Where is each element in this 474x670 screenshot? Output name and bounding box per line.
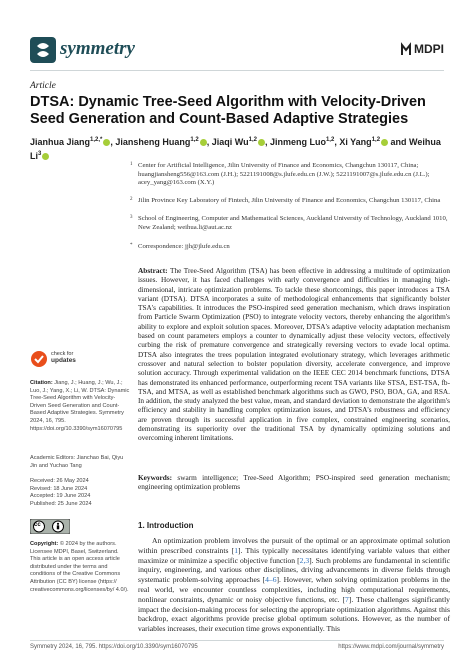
author-list: Jianhua Jiang$^{1,2,*}$ , Jiansheng Huang$^{1,2}$ , Jiaqi Wu$^{1,2}$ , Jinmeng Luo$^{1,2}$, Xi Yang$^{1,2}$ and Weihua Li$^3$ [30, 137, 441, 161]
footer-journal-url[interactable]: https://www.mdpi.com/journal/symmetry [338, 644, 444, 650]
editors-names: Jianchao Bai, Qiyu Jin and Yuchao Tang [30, 455, 124, 469]
check-updates-icon [30, 350, 48, 368]
citation-link[interactable]: 4–6 [265, 575, 277, 585]
keywords-text: swarm intelligence; Tree-Seed Algorithm; PSO-inspired seed generation mechanism; engineering optimization problems [138, 473, 450, 492]
orcid-icon[interactable] [200, 139, 207, 146]
editors-label: Academic Editors: [30, 455, 76, 461]
cc-text: cc [34, 522, 41, 528]
abstract-label: Abstract: [138, 266, 168, 275]
author-affiliation-sup: 1,2 [325, 137, 335, 143]
copyright-label: Copyright: [30, 541, 59, 547]
citation-link[interactable]: 7 [345, 594, 349, 604]
author-affiliation-sup: 1,2 [190, 137, 199, 143]
citation-link[interactable]: 2,3 [299, 555, 310, 565]
author[interactable]: Xi Yang [339, 137, 372, 147]
article-type: Article [30, 81, 56, 91]
citation-link[interactable]: 1 [234, 545, 238, 555]
author[interactable]: Jiaqi Wu [211, 137, 249, 147]
keywords-label: Keywords: [138, 473, 173, 482]
revised-date: Revised: 18 June 2024 [30, 485, 88, 492]
correspondence: * Correspondence: jjh@jlufe.edu.cn [130, 243, 230, 250]
header-rule [30, 70, 444, 71]
copyright-block [30, 541, 130, 594]
section-heading: 1. Introduction [138, 521, 194, 530]
accepted-date: Accepted: 19 June 2024 [30, 493, 91, 500]
check-updates-line-1: check for [51, 351, 74, 357]
citation-block [30, 380, 130, 433]
author[interactable]: Jianhua Jiang [30, 137, 91, 147]
affiliation-2: 2 Jilin Province Key Laboratory of Fintech, Jilin University of Finance and Economics, Changchun 130117, China [130, 197, 441, 204]
citation-text: Jiang, J.; Huang, J.; Wu, J.; Luo, J.; Yang, X.; Li, W. DTSA: Dynamic Tree-Seed Algorithm with Velocity-Driven Seed Generation and Count-Based Adaptive Strategies. Symmetry 2024, 16, 795. https://doi.org/10.3390/sym16070795 [30, 380, 130, 432]
received-date: Received: 26 May 2024 [30, 478, 89, 484]
journal-name: symmetry [60, 38, 135, 59]
symmetry-logo-icon [30, 37, 56, 63]
editors-block [30, 455, 130, 470]
dates-block [30, 478, 130, 508]
author-affiliation-sup: 1,2,* [90, 137, 103, 143]
mdpi-wordmark: MDPI [414, 42, 444, 56]
affiliation-3: 3 School of Engineering, Computer and Mathematical Sciences, Auckland University of Technology, Auckland 1010, New Zealand; weihua.li@aut.ac.nz [130, 215, 448, 231]
footer-rule [30, 640, 444, 641]
intro-paragraph: An optimization problem involves the pursuit of the optimal or an approximate optimal solution within prescribed constraints [1]. This typically necessitates identifying variable values that either maximize or minimize a specific objective function [2,3]. Such problems are fundamental in scientific inquiry, engineering, and various other disciplines, driving advancements in diverse fields through systematic problem-solving approaches [4–6]. However, when solving optimization problems in the real world, we encounter countless complexities, including high computational requirements, nonlinear constraints, dynamic or noisy objective functions, etc. [7]. These challenges significantly impact the decision-making process for selecting the appropriate optimization algorithms. Against this backdrop, exact algorithms provide precise global optimum solutions. However, as the number of variables increases, their execution time grows exponentially. This [138, 536, 451, 634]
orcid-icon[interactable] [258, 139, 265, 146]
author-affiliation-sup: 1,2 [248, 137, 257, 143]
author[interactable]: Jinmeng Luo [269, 137, 326, 147]
mdpi-logo [400, 40, 444, 58]
abstract [138, 266, 450, 443]
abstract-text: The Tree-Seed Algorithm (TSA) has been effective in addressing a multitude of optimization issues. However, it has faced challenges with early convergence and difficulties in managing high-dimensional, intricate optimization problems. To tackle these shortcomings, this paper introduces a TSA variant (DTSA). DTSA incorporates a suite of methodological enhancements that significantly bolster TSA's capabilities. It introduces the PSO-inspired seed generation mechanism, which draws inspiration from Particle Swarm Optimization (PSO) to integrate velocity vectors, thereby enhancing the algorithm's ability to explore and exploit solution spaces. Moreover, DTSA's adaptive velocity adaptation mechanism based on count parameters employs a counter to dynamically adjust these velocity vectors, effectively curbing the risk of premature convergence and strategically reversing vectors to evade local optima. DTSA also integrates the trees population integrated evolutionary strategy, which leverages arithmetic crossover and natural selection to bolster population diversity, accelerate convergence, and improve solution accuracy. Through experimental validation on the IEEE CEC 2014 benchmark functions, DTSA has demonstrated its enhanced performance, outperforming recent TSA variants like STSA, EST-TSA, fb-TSA, and MTSA, as well as established benchmark algorithms such as GWO, PSO, BOA, GA, and RSA. In addition, the study analyzed the best value, mean, and standard deviation to demonstrate the algorithm's efficiency and stability in handling complex optimization issues, and DTSA's robustness and efficiency are proven through its successful application in five complex, constrained engineering scenarios, demonstrating its superiority over the traditional TSA by dynamically optimizing solutions and overcoming inherent limitations. [138, 266, 450, 443]
published-date: Published: 25 June 2024 [30, 500, 92, 507]
keywords [138, 473, 450, 492]
orcid-icon[interactable] [42, 153, 49, 160]
mdpi-mark-icon [400, 41, 412, 57]
author[interactable]: Jiansheng Huang [115, 137, 191, 147]
orcid-icon[interactable] [381, 139, 388, 146]
author[interactable]: Weihua Li [30, 137, 441, 161]
orcid-icon[interactable] [103, 139, 110, 146]
citation-label: Citation: [30, 380, 53, 386]
footer-citation: Symmetry 2024, 16, 795. https://doi.org/10.3390/sym16070795 [30, 644, 198, 650]
check-for-updates-button[interactable] [30, 348, 90, 370]
copyright-text: © 2024 by the authors. Licensee MDPI, Basel, Switzerland. This article is an open access article distributed under the terms and conditions of the Creative Commons Attribution (CC BY) license (https:// creativecommons.org/licenses/by/ 4.0/). [30, 541, 129, 593]
check-updates-line-2: updates [51, 356, 76, 364]
affiliation-1: 1 Center for Artificial Intelligence, Jilin University of Finance and Economics, Changchun 130117, China; huangjiansheng556@163.com (J.H.); 5221191008@s.jlufe.edu.cn (J.W.); 5221191007@s.jlufe.edu.cn (J.L.); acey_yang@163.com (X.Y.) [130, 162, 430, 187]
author-affiliation-sup: 3 [38, 151, 42, 157]
cc-by-license-badge[interactable] [30, 519, 70, 534]
article-title: DTSA: Dynamic Tree-Seed Algorithm with Velocity-Driven Seed Generation and Count-Based Adaptive Strategies [30, 94, 426, 127]
author-affiliation-sup: 1,2 [371, 137, 381, 143]
